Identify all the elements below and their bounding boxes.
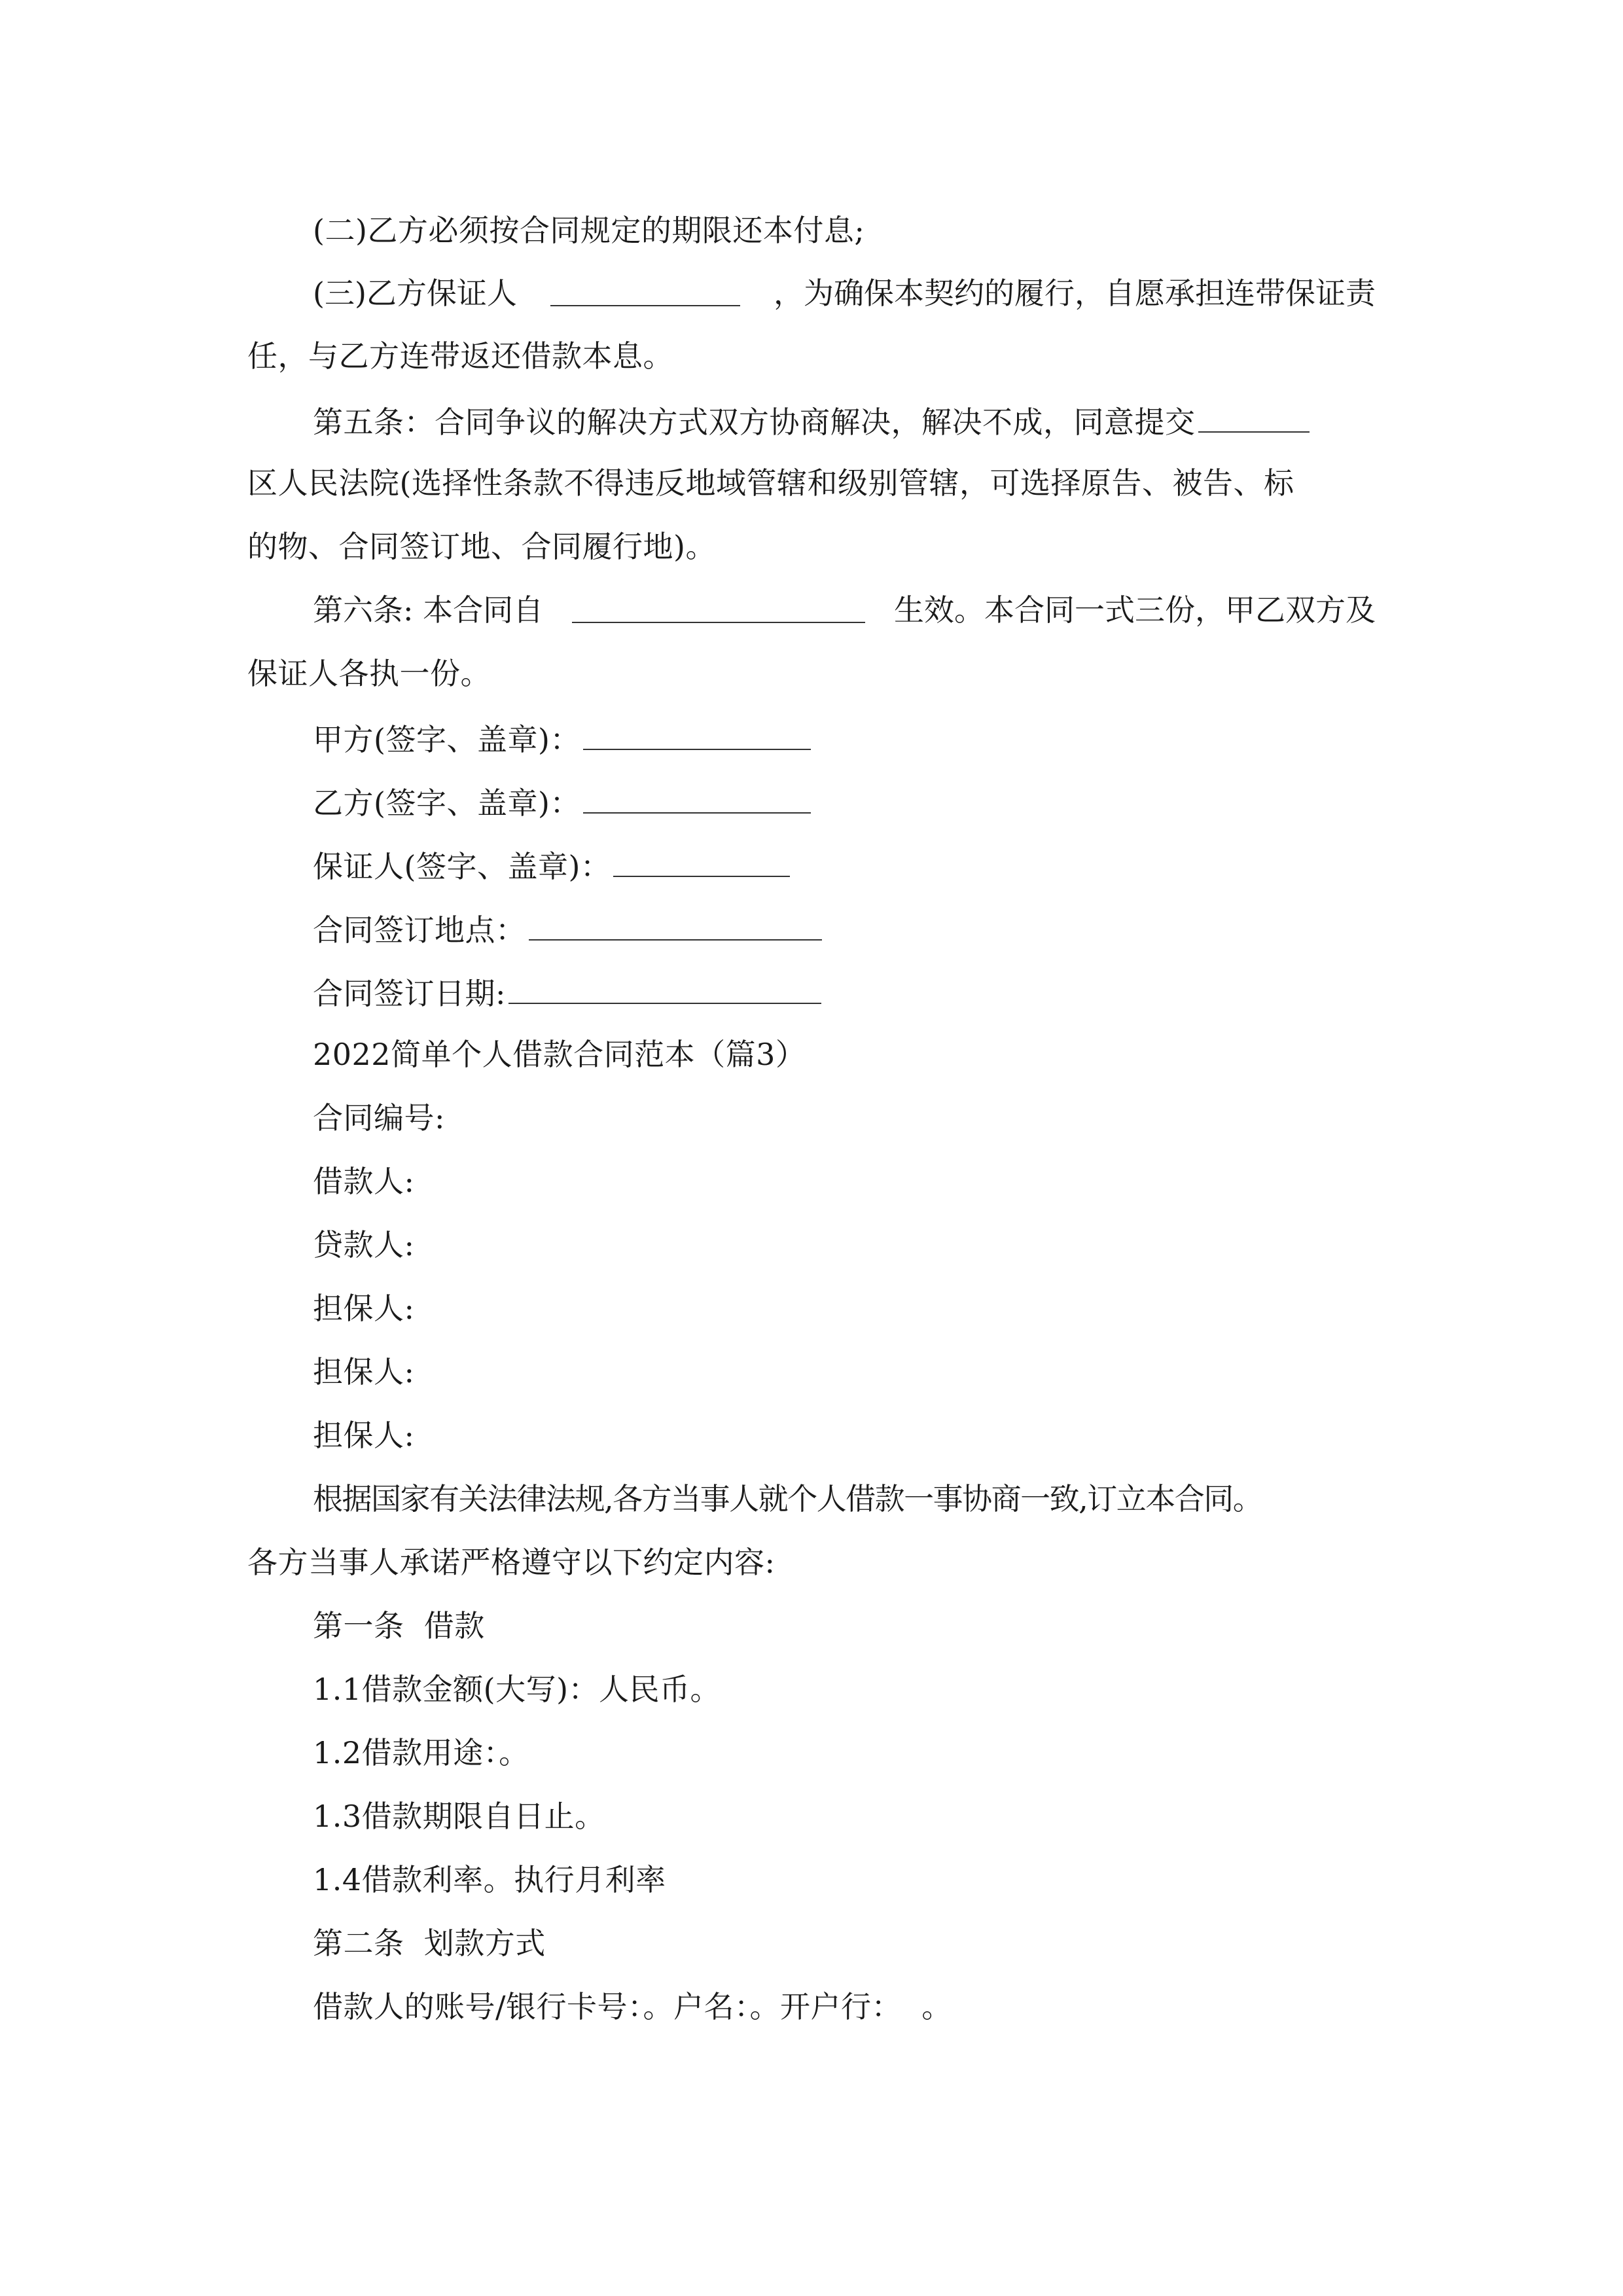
signing-place-blank (529, 908, 822, 941)
court-blank (1198, 400, 1310, 433)
item-1-3: 1.3借款期限自日止。 (313, 1799, 605, 1834)
contract-number: 合同编号: (313, 1100, 445, 1136)
lender: 贷款人: (313, 1227, 415, 1263)
guarantor-1: 担保人: (313, 1291, 415, 1326)
article-6-effective (313, 590, 1376, 630)
guarantor-sign-blank (613, 844, 790, 877)
guarantor-signature (313, 844, 793, 886)
signing-date-blank (508, 971, 821, 1004)
signing-date (313, 971, 824, 1013)
party-a-blank (583, 717, 811, 750)
item-1-4: 1.4借款利率。执行月利率 (313, 1862, 666, 1897)
clause-3-guarantor-tail: ，为确保本契约的履行，自愿承担连带保证责 (774, 276, 1376, 311)
clause-3-continuation: 任，与乙方连带返还借款本息。 (247, 338, 673, 374)
party-a-label: 甲方(签字、盖章)： (313, 722, 580, 757)
clause-3-guarantor (313, 274, 1376, 313)
clause-2-repayment: (二)乙方必须按合同规定的期限还本付息; (313, 213, 865, 248)
section-heading-3: 2022简单个人借款合同范本（篇3） (313, 1037, 806, 1072)
article-5-court: 区人民法院(选择性条款不得违反地域管辖和级别管辖，可选择原告、被告、标 (247, 465, 1294, 501)
article-6-copies: 保证人各执一份。 (247, 656, 491, 691)
guarantor-3: 担保人: (313, 1418, 415, 1453)
article-5-text: 第五条：合同争议的解决方式双方协商解决，解决不成，同意提交 (313, 404, 1196, 440)
guarantor-sign-label: 保证人(签字、盖章)： (313, 849, 611, 884)
article-2-heading: 第二条 划款方式 (313, 1926, 546, 1961)
party-b-label: 乙方(签字、盖章)： (313, 785, 580, 821)
clause-3-guarantor-lead: (三)乙方保证人 (313, 276, 517, 311)
preamble-continuation: 各方当事人承诺严格遵守以下约定内容: (247, 1545, 776, 1580)
guarantor-blank (550, 274, 740, 306)
account-info: 借款人的账号/银行卡号：。户名：。开户行： 。 (313, 1989, 952, 2024)
preamble: 根据国家有关法律法规,各方当事人就个人借款一事协商一致,订立本合同。 (313, 1481, 1262, 1516)
item-1-2: 1.2借款用途：。 (313, 1735, 529, 1770)
article-5-end: 的物、合同签订地、合同履行地)。 (247, 529, 716, 564)
article-1-heading: 第一条 借款 (313, 1608, 485, 1643)
party-b-blank (583, 781, 811, 814)
article-6-tail: 生效。本合同一式三份，甲乙双方及 (894, 592, 1376, 628)
effective-date-blank (572, 590, 865, 623)
signing-place-label: 合同签订地点： (313, 912, 526, 948)
signing-place (313, 908, 825, 950)
party-b-signature (313, 781, 813, 823)
borrower: 借款人: (313, 1164, 415, 1199)
article-6-lead: 第六条: 本合同自 (313, 592, 544, 628)
article-5-dispute (313, 400, 1312, 442)
item-1-1: 1.1借款金额(大写)：人民币。 (313, 1672, 721, 1707)
guarantor-2: 担保人: (313, 1354, 415, 1390)
party-a-signature (313, 717, 813, 759)
signing-date-label: 合同签订日期: (313, 976, 506, 1011)
